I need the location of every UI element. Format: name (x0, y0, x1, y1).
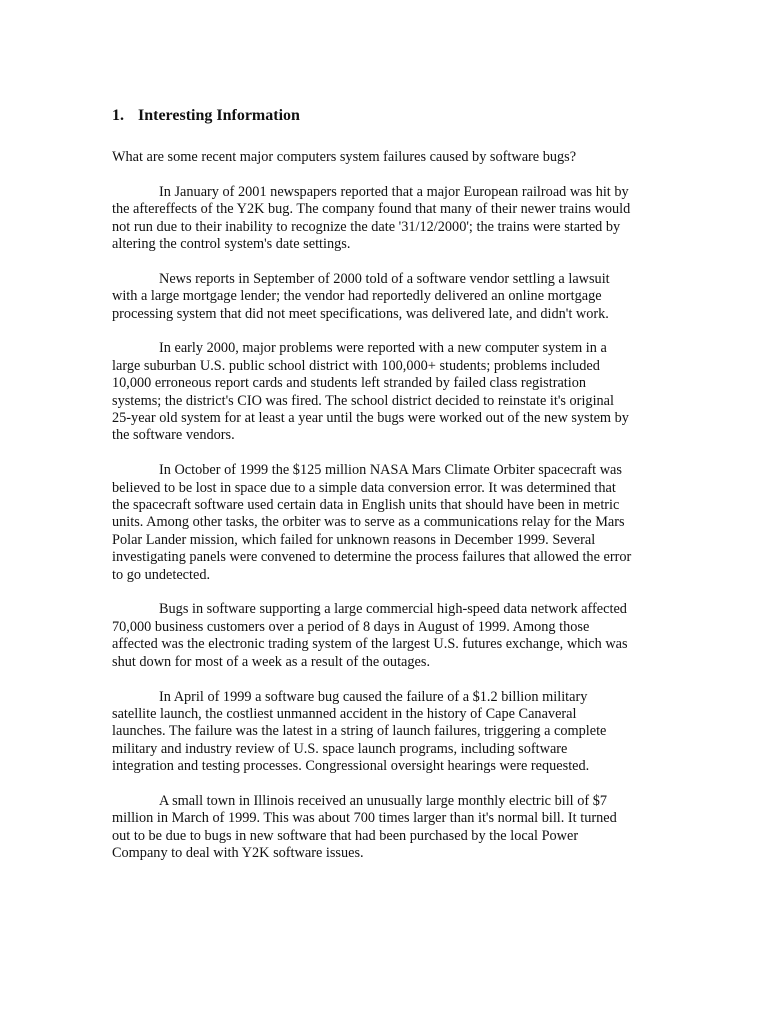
paragraph-mars-orbiter: In October of 1999 the $125 million NASA Mars Climate Orbiter spacecraft was believed to be lost in space due to a simple data conversion error. It was determined that the spacecraft software used certain data in English units that should have been in metric units. Among other tasks, the orbiter was to serve as a communications relay for the Mars Polar Lander mission, which failed for unknown reasons in December 1999. Several investigating panels were convened to determine the process failures that allowed the error to go undetected. (112, 462, 632, 583)
paragraph-mortgage-lawsuit: News reports in September of 2000 told of a software vendor settling a lawsuit with a large mortgage lender; the vendor had reportedly delivered an online mortgage processing system that did not meet specifications, was delivered late, and didn't work. (112, 270, 610, 322)
paragraph-electric-bill: A small town in Illinois received an unusually large monthly electric bill of $7 million in March of 1999. This was about 700 times larger than it's normal bill. It turned out to be due to bugs in new software that had been purchased by the local Power Company to deal with Y2K software issues. (112, 792, 617, 862)
paragraph-school-district: In early 2000, major problems were reported with a new computer system in a large suburban U.S. public school district with 100,000+ students; problems included 10,000 erroneous report cards and students left stranded by failed class registration systems; the district's CIO was fired. The school district decided to reinstate it's original 25-year old system for at least a year until the bugs were worked out of the new system by the software vendors. (112, 340, 629, 444)
paragraph-satellite-launch: In April of 1999 a software bug caused the failure of a $1.2 billion military satellite launch, the costliest unmanned accident in the history of Cape Canaveral launches. The failure was the latest in a string of launch failures, triggering a complete military and industry review of U.S. space launch programs, including software integration and testing processes. Congressional oversight hearings were requested. (112, 688, 607, 775)
paragraph-data-network: Bugs in software supporting a large commercial high-speed data network affected 70,000 business customers over a period of 8 days in August of 1999. Among those affected was the electronic trading system of the largest U.S. futures exchange, which was shut down for most of a week as a result of the outages. (112, 601, 628, 670)
section-number: 1. (112, 107, 124, 124)
paragraph-railroad-y2k: In January of 2001 newspapers reported that a major European railroad was hit by the aftereffects of the Y2K bug. The company found that many of their newer trains would not run due to their inability to recognize the date '31/12/2000'; the trains were started by altering the control system's date settings. (112, 183, 631, 253)
section-title: Interesting Information (138, 107, 300, 124)
document-body (112, 149, 632, 880)
section-heading (112, 106, 300, 126)
question-paragraph: What are some recent major computers system failures caused by software bugs? (112, 149, 577, 165)
